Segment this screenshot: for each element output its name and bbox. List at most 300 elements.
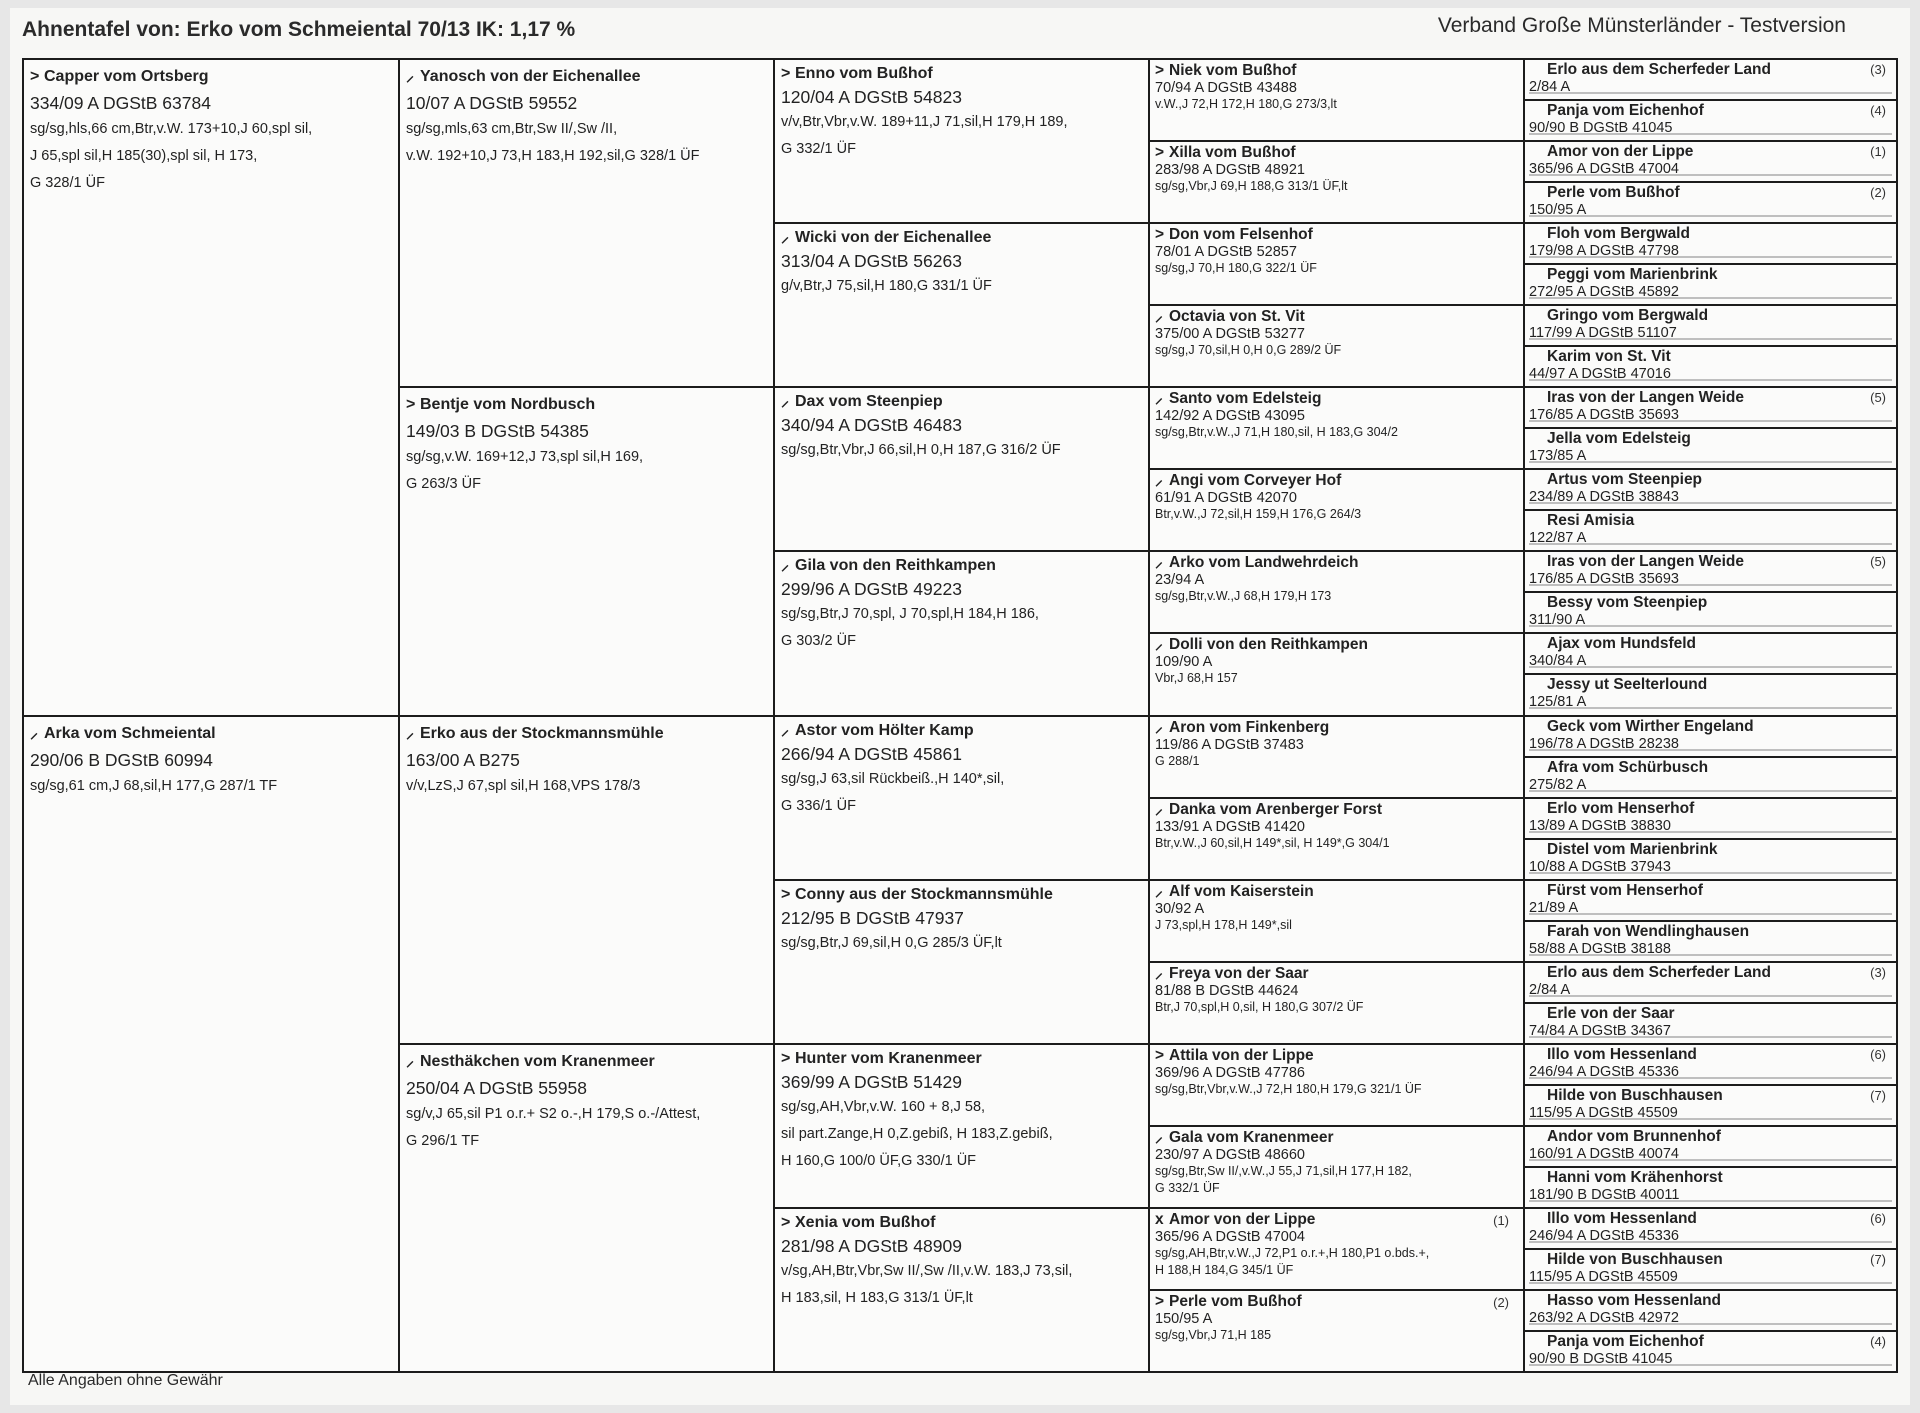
performance-line: H 160,G 100/0 ÜF,G 330/1 ÜF bbox=[781, 1152, 977, 1169]
registration-number: 78/01 A DGStB 52857 bbox=[1155, 244, 1297, 261]
pedigree-cell bbox=[1523, 1125, 1898, 1168]
registration-number: 281/98 A DGStB 48909 bbox=[781, 1235, 962, 1256]
sex-marker: > bbox=[1155, 226, 1165, 244]
dog-name bbox=[1155, 1211, 1518, 1229]
pedigree-cell bbox=[773, 58, 1150, 224]
dog-name bbox=[781, 721, 1142, 740]
dog-name bbox=[1155, 62, 1518, 80]
dog-name bbox=[1529, 881, 1892, 901]
performance-line: g/v,Btr,J 75,sil,H 180,G 331/1 ÜF bbox=[781, 278, 992, 295]
registration-number: 122/87 A bbox=[1529, 531, 1892, 545]
generation-4-column bbox=[1148, 58, 1525, 1371]
pedigree-cell bbox=[1148, 1207, 1525, 1291]
registration-number: 10/88 A DGStB 37943 bbox=[1529, 860, 1892, 874]
performance-line: v.W. 192+10,J 73,H 183,H 192,sil,G 328/1 ÜF bbox=[406, 148, 700, 164]
dog-name bbox=[781, 885, 1142, 904]
dog-name bbox=[1155, 144, 1518, 162]
dog-name-text: Iras von der Langen Weide bbox=[1547, 389, 1744, 407]
performance-line: sg/v,J 65,sil P1 o.r.+ S2 o.-,H 179,S o.-/Attest, bbox=[406, 1105, 701, 1122]
dog-name bbox=[1529, 922, 1892, 942]
registration-number: 250/04 A DGStB 55958 bbox=[406, 1077, 587, 1098]
performance-line: Btr,v.W.,J 72,sil,H 159,H 176,G 264/3 bbox=[1155, 507, 1362, 522]
registration-number: 119/86 A DGStB 37483 bbox=[1155, 736, 1304, 753]
registration-number: 160/91 A DGStB 40074 bbox=[1529, 1147, 1892, 1161]
dog-name bbox=[1155, 801, 1518, 819]
pedigree-cell bbox=[1148, 550, 1525, 634]
dog-name-text: Amor von der Lippe bbox=[1547, 143, 1694, 161]
pedigree-cell bbox=[1523, 99, 1898, 142]
sex-marker: > bbox=[781, 65, 791, 82]
organization-name: Verband Große Münsterländer - Testversion bbox=[1437, 14, 1846, 37]
dog-name bbox=[1529, 717, 1892, 737]
duplicate-marker: (4) bbox=[1870, 1333, 1886, 1349]
registration-number: 283/98 A DGStB 48921 bbox=[1155, 162, 1305, 179]
registration-number: 181/90 B DGStB 40011 bbox=[1529, 1188, 1892, 1202]
registration-number: 212/95 B DGStB 47937 bbox=[781, 907, 964, 928]
pedigree-cell bbox=[1148, 222, 1525, 306]
dog-name bbox=[1155, 883, 1518, 901]
sex-marker: ⸝ bbox=[781, 721, 790, 739]
pedigree-cell bbox=[1523, 1330, 1898, 1373]
dog-name-text: Erlo aus dem Scherfeder Land bbox=[1547, 61, 1771, 78]
registration-number: 365/96 A DGStB 47004 bbox=[1155, 1228, 1305, 1245]
sex-marker: ⸝ bbox=[1155, 718, 1163, 736]
performance-line: J 73,spl,H 178,H 149*,sil bbox=[1155, 917, 1292, 932]
dog-name bbox=[1155, 965, 1518, 983]
registration-number: 2/84 A bbox=[1529, 80, 1892, 94]
dog-name bbox=[1529, 347, 1892, 367]
registration-number: 21/89 A bbox=[1529, 901, 1892, 915]
dog-name-text: Peggi vom Marienbrink bbox=[1547, 266, 1718, 284]
pedigree-cell bbox=[1523, 345, 1898, 388]
registration-number: 81/88 B DGStB 44624 bbox=[1155, 982, 1299, 999]
dog-name-text: Danka vom Arenberger Forst bbox=[1169, 800, 1383, 818]
pedigree-cell bbox=[1523, 591, 1898, 634]
dog-name-text: Geck vom Wirther Engeland bbox=[1547, 717, 1754, 735]
sex-marker: ⸝ bbox=[1155, 472, 1163, 490]
dog-name bbox=[1529, 799, 1892, 819]
pedigree-cell bbox=[1148, 58, 1525, 142]
performance-line: sg/sg,Btr,v.W.,J 71,H 180,sil, H 183,G 304/2 bbox=[1155, 425, 1398, 440]
performance-line: sil part.Zange,H 0,Z.gebiß, H 183,Z.gebiß, bbox=[781, 1125, 1053, 1142]
dog-name-text: Bentje vom Nordbusch bbox=[420, 396, 596, 414]
duplicate-marker: (3) bbox=[1870, 964, 1886, 980]
disclaimer: Alle Angaben ohne Gewähr bbox=[28, 1372, 223, 1389]
generation-2-column bbox=[398, 58, 775, 1371]
dog-name-text: Santo vom Edelsteig bbox=[1169, 390, 1322, 408]
page-title: Ahnentafel von: Erko vom Schmeiental 70/13 IK: 1,17 % bbox=[22, 18, 576, 41]
dog-name-text: Angi vom Corveyer Hof bbox=[1169, 472, 1342, 490]
performance-line: v/v,Btr,Vbr,v.W. 189+11,J 71,sil,H 179,H 189, bbox=[781, 114, 1068, 130]
registration-number: 375/00 A DGStB 53277 bbox=[1155, 326, 1305, 343]
pedigree-cell bbox=[1523, 1207, 1898, 1250]
dog-name bbox=[1529, 265, 1892, 285]
registration-number: 246/94 A DGStB 45336 bbox=[1529, 1229, 1892, 1243]
pedigree-cell bbox=[1148, 632, 1525, 716]
dog-name-text: Illo vom Hessenland bbox=[1547, 1209, 1697, 1227]
dog-name bbox=[1155, 719, 1518, 737]
registration-number: 176/85 A DGStB 35693 bbox=[1529, 572, 1892, 586]
pedigree-cell bbox=[1523, 386, 1898, 429]
pedigree-cell bbox=[1148, 1125, 1525, 1209]
sex-marker: ⸝ bbox=[1155, 636, 1163, 654]
dog-name-text: Niek vom Bußhof bbox=[1169, 62, 1297, 79]
sex-marker: ⸝ bbox=[30, 724, 39, 742]
dog-name bbox=[406, 395, 767, 415]
dog-name bbox=[1529, 840, 1892, 860]
dog-name-text: Hunter vom Kranenmeer bbox=[795, 1049, 982, 1067]
performance-line: sg/sg,mls,63 cm,Btr,Sw II/,Sw /II, bbox=[406, 121, 618, 137]
sex-marker: > bbox=[1155, 144, 1165, 162]
dog-name bbox=[1155, 472, 1518, 490]
duplicate-marker: (5) bbox=[1870, 554, 1886, 570]
pedigree-cell bbox=[1523, 181, 1898, 224]
registration-number: 120/04 A DGStB 54823 bbox=[781, 87, 962, 107]
sex-marker: ⸝ bbox=[1155, 390, 1163, 408]
duplicate-marker: (7) bbox=[1870, 1087, 1886, 1103]
dog-name-text: Xenia vom Bußhof bbox=[795, 1213, 936, 1231]
performance-line: sg/sg,AH,Btr,v.W.,J 72,P1 o.r.+,H 180,P1 o.bds.+, bbox=[1155, 1245, 1430, 1260]
performance-line: sg/sg,hls,66 cm,Btr,v.W. 173+10,J 60,spl sil, bbox=[30, 121, 313, 137]
pedigree-cell bbox=[1523, 715, 1898, 758]
registration-number: 173/85 A bbox=[1529, 449, 1892, 463]
registration-number: 263/92 A DGStB 42972 bbox=[1529, 1311, 1892, 1325]
registration-number: 115/95 A DGStB 45509 bbox=[1529, 1270, 1892, 1284]
sex-marker: ⸝ bbox=[1155, 800, 1163, 818]
performance-line: sg/sg,v.W. 169+12,J 73,spl sil,H 169, bbox=[406, 449, 644, 466]
sex-marker: > bbox=[1155, 62, 1165, 79]
pedigree-cell bbox=[1523, 222, 1898, 265]
dog-name bbox=[1529, 101, 1892, 121]
dog-name bbox=[1529, 224, 1892, 244]
dog-name bbox=[1529, 183, 1892, 203]
pedigree-cell bbox=[398, 58, 775, 388]
registration-number: 179/98 A DGStB 47798 bbox=[1529, 244, 1892, 258]
registration-number: 61/91 A DGStB 42070 bbox=[1155, 490, 1297, 507]
dog-name-text: Floh vom Bergwald bbox=[1547, 225, 1690, 243]
pedigree-cell bbox=[1523, 1084, 1898, 1127]
pedigree-cell bbox=[1523, 838, 1898, 881]
duplicate-marker: (7) bbox=[1870, 1251, 1886, 1267]
performance-line: G 288/1 bbox=[1155, 753, 1200, 768]
dog-name-text: Conny aus der Stockmannsmühle bbox=[795, 885, 1053, 903]
registration-number: 2/84 A bbox=[1529, 983, 1892, 997]
registration-number: 311/90 A bbox=[1529, 613, 1892, 627]
performance-line: Vbr,J 68,H 157 bbox=[1155, 671, 1238, 686]
pedigree-cell bbox=[398, 1043, 775, 1373]
sex-marker: > bbox=[30, 68, 40, 85]
sex-marker: ⸝ bbox=[1155, 554, 1163, 572]
pedigree-cell bbox=[1523, 1289, 1898, 1332]
dog-name bbox=[1155, 1293, 1518, 1311]
dog-name bbox=[1529, 1086, 1892, 1106]
duplicate-marker: (5) bbox=[1870, 390, 1886, 406]
registration-number: 125/81 A bbox=[1529, 695, 1892, 709]
dog-name bbox=[1529, 1127, 1892, 1147]
dog-name bbox=[1529, 142, 1892, 162]
dog-name bbox=[406, 67, 767, 87]
registration-number: 163/00 A B275 bbox=[406, 749, 520, 770]
dog-name-text: Resi Amisia bbox=[1547, 512, 1635, 530]
registration-number: 90/90 B DGStB 41045 bbox=[1529, 1352, 1892, 1366]
dog-name-text: Arka vom Schmeiental bbox=[44, 724, 216, 742]
pedigree-cell bbox=[1523, 961, 1898, 1004]
sex-marker: x bbox=[1155, 1210, 1164, 1228]
dog-name bbox=[30, 67, 392, 87]
performance-line: sg/sg,J 70,sil,H 0,H 0,G 289/2 ÜF bbox=[1155, 343, 1342, 358]
pedigree-cell bbox=[1148, 797, 1525, 881]
registration-number: 313/04 A DGStB 56263 bbox=[781, 251, 962, 272]
pedigree-cell bbox=[773, 879, 1150, 1045]
performance-line: sg/sg,Btr,J 70,spl, J 70,spl,H 184,H 186, bbox=[781, 606, 1039, 623]
registration-number: 150/95 A bbox=[1529, 203, 1892, 217]
dog-name bbox=[1529, 1209, 1892, 1229]
pedigree-cell bbox=[1148, 386, 1525, 470]
performance-line: v/sg,AH,Btr,Vbr,Sw II/,Sw /II,v.W. 183,J 73,sil, bbox=[781, 1262, 1073, 1279]
dog-name-text: Gringo vom Bergwald bbox=[1547, 307, 1709, 325]
dog-name-text: Fürst vom Henserhof bbox=[1547, 881, 1703, 899]
pedigree-cell bbox=[773, 222, 1150, 388]
pedigree-cell bbox=[1523, 1002, 1898, 1045]
dog-name-text: Jessy ut Seelterlound bbox=[1547, 676, 1708, 694]
performance-line: G 332/1 ÜF bbox=[1155, 1180, 1220, 1195]
dog-name bbox=[1155, 308, 1518, 326]
dog-name-text: Distel vom Marienbrink bbox=[1547, 840, 1718, 858]
registration-number: 149/03 B DGStB 54385 bbox=[406, 421, 589, 442]
dog-name-text: Alf vom Kaiserstein bbox=[1169, 882, 1314, 900]
dog-name-text: Erlo aus dem Scherfeder Land bbox=[1547, 963, 1771, 981]
performance-line: G 336/1 ÜF bbox=[781, 797, 856, 814]
dog-name-text: Iras von der Langen Weide bbox=[1547, 553, 1744, 571]
dog-name-text: Hilde von Buschhausen bbox=[1547, 1086, 1723, 1104]
pedigree-cell bbox=[1523, 263, 1898, 306]
registration-number: 117/99 A DGStB 51107 bbox=[1529, 326, 1892, 340]
sex-marker: ⸝ bbox=[781, 557, 790, 575]
registration-number: 196/78 A DGStB 28238 bbox=[1529, 737, 1892, 751]
pedigree-cell bbox=[773, 550, 1150, 716]
dog-name-text: Dolli von den Reithkampen bbox=[1169, 636, 1368, 654]
performance-line: sg/sg,J 63,sil Rückbeiß.,H 140*,sil, bbox=[781, 770, 1005, 787]
pedigree-cell bbox=[1523, 304, 1898, 347]
registration-number: 334/09 A DGStB 63784 bbox=[30, 93, 211, 113]
performance-line: Btr,v.W.,J 60,sil,H 149*,sil, H 149*,G 304/1 bbox=[1155, 835, 1390, 850]
pedigree-cell bbox=[1523, 468, 1898, 511]
performance-line: sg/sg,Btr,Vbr,v.W.,J 72,H 180,H 179,G 321/1 ÜF bbox=[1155, 1081, 1422, 1096]
pedigree-cell bbox=[1523, 550, 1898, 593]
sex-marker: ⸝ bbox=[1155, 1128, 1163, 1146]
dog-name bbox=[1529, 593, 1892, 613]
sex-marker: > bbox=[781, 885, 791, 903]
dog-name bbox=[1529, 1045, 1892, 1065]
dog-name bbox=[1529, 511, 1892, 531]
registration-number: 230/97 A DGStB 48660 bbox=[1155, 1146, 1305, 1163]
registration-number: 290/06 B DGStB 60994 bbox=[30, 749, 213, 770]
dog-name bbox=[1155, 636, 1518, 654]
performance-line: G 332/1 ÜF bbox=[781, 141, 856, 157]
dog-name-text: Karim von St. Vit bbox=[1547, 348, 1671, 366]
pedigree-cell bbox=[1148, 961, 1525, 1045]
registration-number: 266/94 A DGStB 45861 bbox=[781, 743, 962, 764]
dog-name bbox=[1529, 1250, 1892, 1270]
dog-name-text: Erlo vom Henserhof bbox=[1547, 799, 1695, 817]
dog-name bbox=[781, 1049, 1142, 1068]
dog-name-text: Bessy vom Steenpiep bbox=[1547, 594, 1708, 612]
dog-name bbox=[1529, 1168, 1892, 1188]
duplicate-marker: (4) bbox=[1870, 103, 1886, 119]
dog-name bbox=[1529, 388, 1892, 408]
dog-name-text: Capper vom Ortsberg bbox=[44, 68, 209, 85]
pedigree-cell bbox=[1148, 140, 1525, 224]
registration-number: 365/96 A DGStB 47004 bbox=[1529, 162, 1892, 176]
pedigree-cell bbox=[398, 386, 775, 716]
dog-name bbox=[406, 724, 767, 744]
dog-name-text: Aron vom Finkenberg bbox=[1169, 718, 1330, 736]
dog-name bbox=[1529, 1004, 1892, 1024]
dog-name-text: Enno vom Bußhof bbox=[795, 65, 933, 82]
dog-name-text: Nesthäkchen vom Kranenmeer bbox=[420, 1052, 655, 1070]
performance-line: J 65,spl sil,H 185(30),spl sil, H 173, bbox=[30, 148, 258, 164]
registration-number: 150/95 A bbox=[1155, 1310, 1213, 1327]
registration-number: 30/92 A bbox=[1155, 900, 1205, 917]
pedigree-cell bbox=[1148, 304, 1525, 388]
registration-number: 234/89 A DGStB 38843 bbox=[1529, 490, 1892, 504]
registration-number: 246/94 A DGStB 45336 bbox=[1529, 1065, 1892, 1079]
pedigree-cell bbox=[1523, 1166, 1898, 1209]
registration-number: 133/91 A DGStB 41420 bbox=[1155, 818, 1305, 835]
dog-name bbox=[1155, 1129, 1518, 1147]
registration-number: 74/84 A DGStB 34367 bbox=[1529, 1024, 1892, 1038]
dog-name-text: Yanosch von der Eichenallee bbox=[420, 68, 641, 85]
pedigree-cell bbox=[1523, 797, 1898, 840]
sex-marker: > bbox=[781, 1049, 791, 1067]
duplicate-marker: (3) bbox=[1870, 62, 1886, 77]
duplicate-marker: (1) bbox=[1870, 144, 1886, 160]
performance-line: sg/sg,Btr,J 69,sil,H 0,G 285/3 ÜF,lt bbox=[781, 934, 1002, 951]
dog-name-text: Hasso vom Hessenland bbox=[1547, 1291, 1722, 1309]
pedigree-cell bbox=[22, 715, 400, 1374]
pedigree-cell bbox=[22, 58, 400, 717]
performance-line: H 188,H 184,G 345/1 ÜF bbox=[1155, 1262, 1294, 1277]
duplicate-marker: (2) bbox=[1493, 1294, 1509, 1310]
sex-marker: ⸝ bbox=[1155, 308, 1163, 326]
performance-line: sg/sg,Btr,Sw II/,v.W.,J 55,J 71,sil,H 177,H 182, bbox=[1155, 1163, 1412, 1178]
duplicate-marker: (6) bbox=[1870, 1210, 1886, 1226]
dog-name bbox=[1529, 1332, 1892, 1352]
dog-name bbox=[1155, 554, 1518, 572]
pedigree-cell bbox=[1523, 756, 1898, 799]
performance-line: sg/sg,Btr,Vbr,J 66,sil,H 0,H 187,G 316/2 ÜF bbox=[781, 442, 1061, 459]
dog-name-text: Octavia von St. Vit bbox=[1169, 308, 1305, 326]
dog-name bbox=[1155, 226, 1518, 244]
dog-name-text: Perle vom Bußhof bbox=[1169, 1292, 1302, 1310]
pedigree-cell bbox=[398, 715, 775, 1045]
pedigree-cell bbox=[1523, 673, 1898, 716]
dog-name-text: Ajax vom Hundsfeld bbox=[1547, 635, 1696, 653]
performance-line: sg/sg,AH,Vbr,v.W. 160 + 8,J 58, bbox=[781, 1098, 986, 1115]
performance-line: v/v,LzS,J 67,spl sil,H 168,VPS 178/3 bbox=[406, 777, 641, 794]
generation-5-column bbox=[1523, 58, 1898, 1371]
pedigree-cell bbox=[773, 715, 1150, 881]
dog-name-text: Artus vom Steenpiep bbox=[1547, 471, 1703, 489]
dog-name-text: Attila von der Lippe bbox=[1169, 1046, 1314, 1064]
dog-name-text: Hanni vom Krähenhorst bbox=[1547, 1168, 1723, 1186]
sex-marker: ⸝ bbox=[1155, 882, 1163, 900]
registration-number: 58/88 A DGStB 38188 bbox=[1529, 942, 1892, 956]
duplicate-marker: (6) bbox=[1870, 1046, 1886, 1062]
registration-number: 109/90 A bbox=[1155, 654, 1213, 671]
dog-name-text: Dax vom Steenpiep bbox=[795, 393, 943, 411]
performance-line: G 328/1 ÜF bbox=[30, 175, 105, 191]
dog-name-text: Panja vom Eichenhof bbox=[1547, 102, 1704, 120]
sex-marker: ⸝ bbox=[781, 393, 790, 411]
performance-line: G 303/2 ÜF bbox=[781, 633, 856, 650]
pedigree-cell bbox=[1523, 427, 1898, 470]
sex-marker: ⸝ bbox=[1155, 964, 1163, 982]
registration-number: 369/96 A DGStB 47786 bbox=[1155, 1064, 1305, 1081]
dog-name-text: Hilde von Buschhausen bbox=[1547, 1250, 1723, 1268]
pedigree-cell bbox=[1523, 1248, 1898, 1291]
duplicate-marker: (2) bbox=[1870, 185, 1886, 201]
duplicate-marker: (1) bbox=[1493, 1212, 1509, 1228]
pedigree-cell bbox=[1148, 1043, 1525, 1127]
dog-name bbox=[1529, 963, 1892, 983]
pedigree-cell bbox=[1523, 58, 1898, 101]
dog-name bbox=[406, 1052, 767, 1072]
dog-name bbox=[1529, 60, 1892, 80]
dog-name bbox=[781, 64, 1142, 83]
pedigree-cell bbox=[1523, 140, 1898, 183]
dog-name-text: Erko aus der Stockmannsmühle bbox=[420, 724, 664, 742]
dog-name bbox=[30, 724, 392, 744]
dog-name-text: Arko vom Landwehrdeich bbox=[1169, 554, 1359, 572]
registration-number: 44/97 A DGStB 47016 bbox=[1529, 367, 1892, 381]
registration-number: 142/92 A DGStB 43095 bbox=[1155, 408, 1305, 425]
dog-name bbox=[1529, 758, 1892, 778]
dog-name-text: Farah von Wendlinghausen bbox=[1547, 922, 1750, 940]
generation-3-column bbox=[773, 58, 1150, 1371]
performance-line: sg/sg,61 cm,J 68,sil,H 177,G 287/1 TF bbox=[30, 777, 278, 794]
sex-marker: > bbox=[781, 1213, 791, 1231]
dog-name-text: Don vom Felsenhof bbox=[1169, 226, 1313, 244]
registration-number: 23/94 A bbox=[1155, 572, 1205, 589]
performance-line: v.W.,J 72,H 172,H 180,G 273/3,lt bbox=[1155, 97, 1337, 111]
sex-marker: ⸝ bbox=[406, 1052, 415, 1070]
registration-number: 275/82 A bbox=[1529, 778, 1892, 792]
performance-line: Btr,J 70,spl,H 0,sil, H 180,G 307/2 ÜF bbox=[1155, 999, 1364, 1014]
sex-marker: ⸝ bbox=[406, 68, 415, 85]
pedigree-cell bbox=[1523, 920, 1898, 963]
pedigree-cell bbox=[1523, 879, 1898, 922]
sex-marker: > bbox=[1155, 1046, 1165, 1064]
registration-number: 176/85 A DGStB 35693 bbox=[1529, 408, 1892, 422]
pedigree-cell bbox=[1523, 509, 1898, 552]
registration-number: 90/90 B DGStB 41045 bbox=[1529, 121, 1892, 135]
pedigree-cell bbox=[1148, 468, 1525, 552]
registration-number: 299/96 A DGStB 49223 bbox=[781, 579, 962, 600]
pedigree-cell bbox=[1523, 632, 1898, 675]
dog-name bbox=[1155, 1047, 1518, 1065]
dog-name-text: Jella vom Edelsteig bbox=[1547, 430, 1691, 448]
dog-name bbox=[781, 556, 1142, 575]
dog-name-text: Astor vom Hölter Kamp bbox=[795, 721, 974, 739]
dog-name bbox=[1529, 675, 1892, 695]
sex-marker: ⸝ bbox=[781, 229, 790, 247]
dog-name bbox=[781, 392, 1142, 411]
performance-line: H 183,sil, H 183,G 313/1 ÜF,lt bbox=[781, 1289, 973, 1306]
performance-line: sg/sg,Vbr,J 69,H 188,G 313/1 ÜF,lt bbox=[1155, 179, 1348, 194]
dog-name-text: Wicki von der Eichenallee bbox=[795, 229, 992, 247]
dog-name-text: Gala vom Kranenmeer bbox=[1169, 1128, 1334, 1146]
